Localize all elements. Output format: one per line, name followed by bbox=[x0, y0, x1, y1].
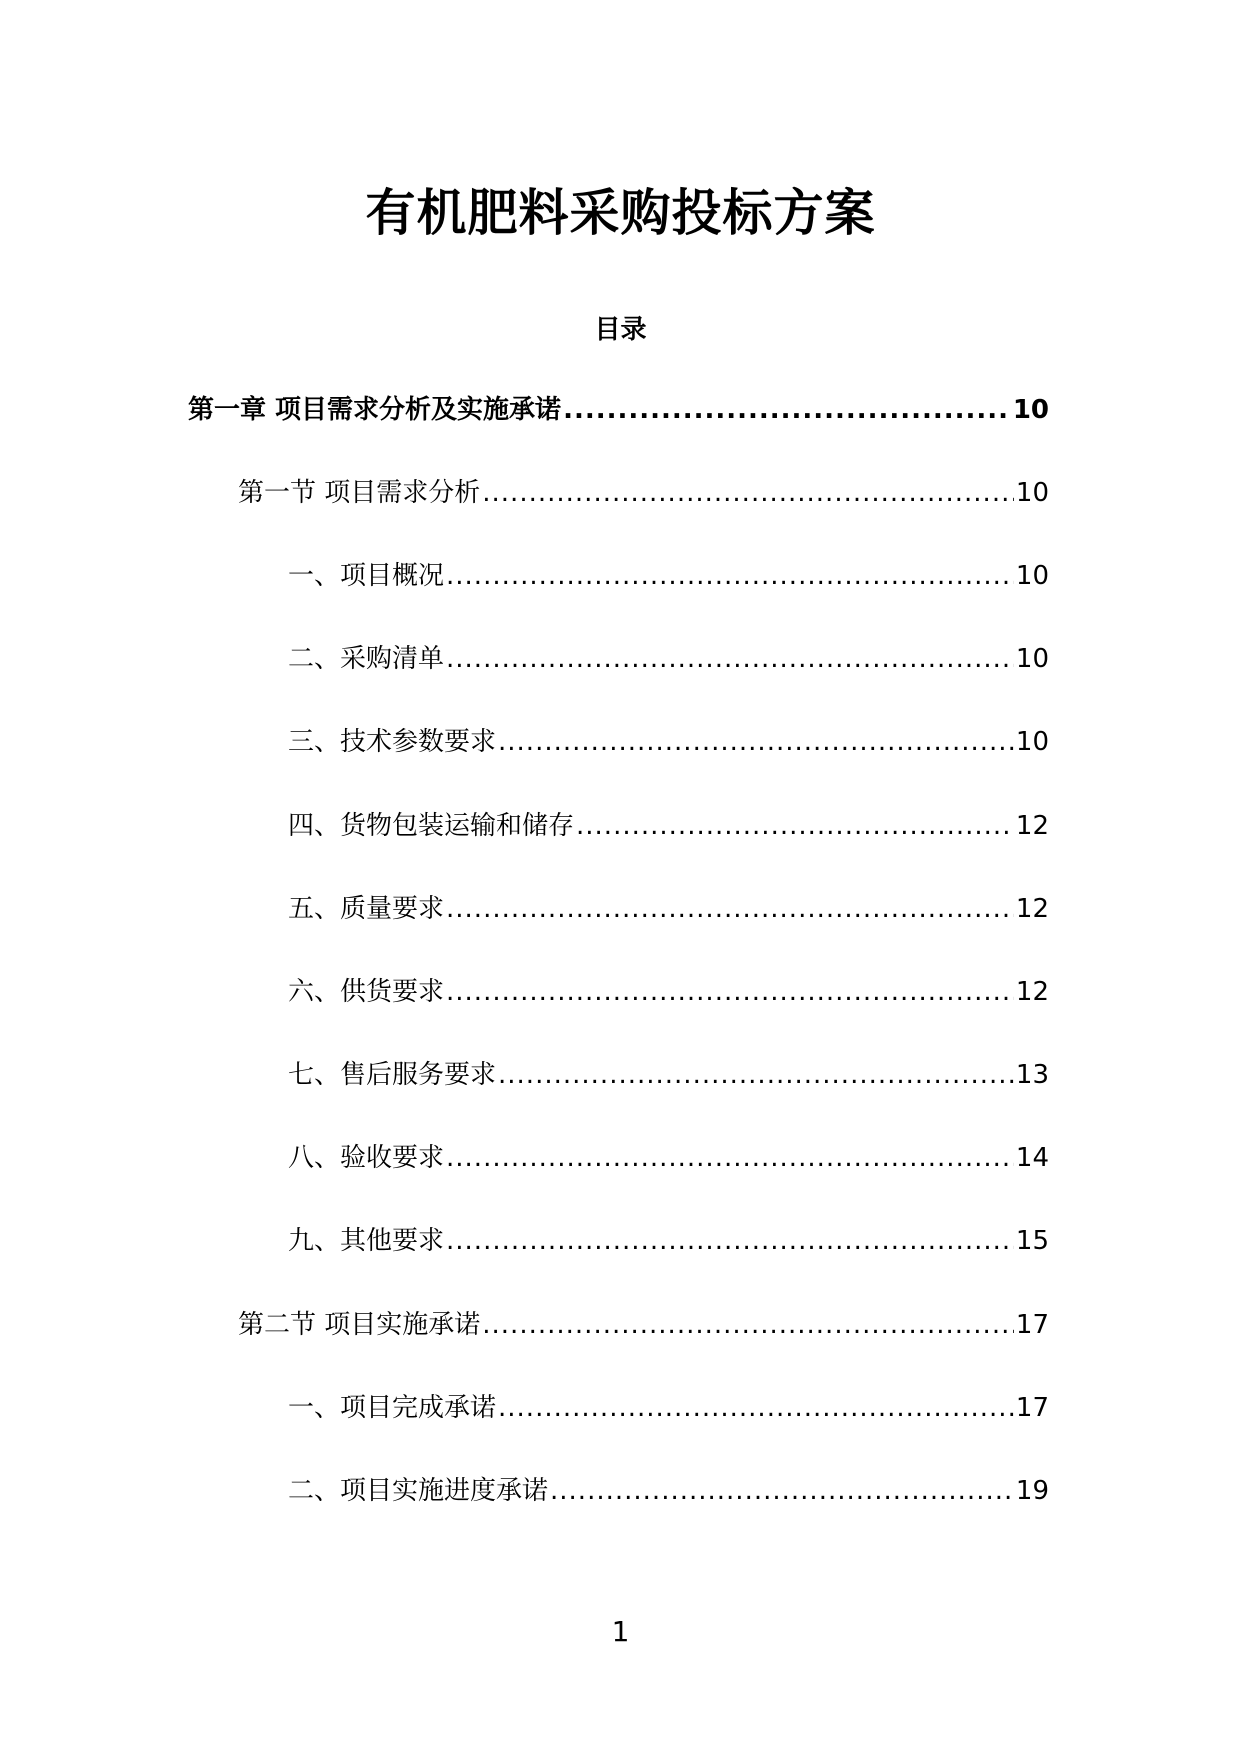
toc-leader-dots bbox=[482, 1307, 1014, 1343]
toc-entry[interactable] bbox=[288, 808, 1049, 844]
toc-leader-dots bbox=[446, 641, 1014, 677]
toc-leader-dots bbox=[446, 891, 1014, 927]
toc-entry-page: 14 bbox=[1015, 1143, 1049, 1173]
toc-entry[interactable] bbox=[188, 392, 1049, 428]
toc-entry-page: 17 bbox=[1015, 1310, 1049, 1340]
toc-entry-label: 六、供货要求 bbox=[288, 977, 445, 1007]
toc-entry-page: 12 bbox=[1015, 894, 1049, 924]
toc-entry[interactable] bbox=[238, 475, 1049, 511]
toc-entry-page: 10 bbox=[1015, 478, 1049, 508]
document-title: 有机肥料采购投标方案 bbox=[365, 184, 876, 242]
toc-leader-dots bbox=[482, 475, 1014, 511]
toc-leader-dots bbox=[446, 1223, 1014, 1259]
toc-entry-label: 七、售后服务要求 bbox=[288, 1060, 497, 1090]
toc-entry-page: 10 bbox=[1015, 644, 1049, 674]
toc-entry[interactable] bbox=[238, 1307, 1049, 1343]
toc-entry-page: 19 bbox=[1015, 1476, 1049, 1506]
toc-entry-label: 第一章 项目需求分析及实施承诺 bbox=[188, 395, 562, 425]
toc-leader-dots bbox=[498, 1057, 1014, 1093]
toc-entry-page: 10 bbox=[1015, 561, 1049, 591]
toc-leader-dots bbox=[498, 724, 1014, 760]
toc-entry[interactable] bbox=[288, 1473, 1049, 1509]
toc-entry[interactable] bbox=[288, 641, 1049, 677]
toc-entry-page: 15 bbox=[1015, 1226, 1049, 1256]
toc-entry-label: 二、采购清单 bbox=[288, 644, 445, 674]
toc-entry-label: 一、项目完成承诺 bbox=[288, 1393, 497, 1423]
toc-entry[interactable] bbox=[288, 1390, 1049, 1426]
toc-entry-page: 12 bbox=[1015, 811, 1049, 841]
toc-entry[interactable] bbox=[288, 724, 1049, 760]
toc-entry-label: 一、项目概况 bbox=[288, 561, 445, 591]
toc-entry[interactable] bbox=[288, 558, 1049, 594]
toc-leader-dots bbox=[550, 1473, 1014, 1509]
toc-entry-page: 10 bbox=[1012, 395, 1049, 425]
toc-heading: 目录 bbox=[594, 315, 647, 345]
toc-leader-dots bbox=[446, 974, 1014, 1010]
toc-entry-label: 二、项目实施进度承诺 bbox=[288, 1476, 549, 1506]
toc-leader-dots bbox=[446, 558, 1014, 594]
toc-entry-label: 五、质量要求 bbox=[288, 894, 445, 924]
toc-leader-dots bbox=[563, 392, 1011, 428]
toc-entry-label: 八、验收要求 bbox=[288, 1143, 445, 1173]
toc-leader-dots bbox=[498, 1390, 1014, 1426]
toc-leader-dots bbox=[446, 1140, 1014, 1176]
page-number: 1 bbox=[611, 1615, 630, 1648]
toc-entry-page: 12 bbox=[1015, 977, 1049, 1007]
toc-entry-label: 九、其他要求 bbox=[288, 1226, 445, 1256]
toc-entry-label: 第二节 项目实施承诺 bbox=[238, 1310, 481, 1340]
toc-entry-page: 13 bbox=[1015, 1060, 1049, 1090]
toc-entry[interactable] bbox=[288, 1140, 1049, 1176]
toc-entry-label: 四、货物包装运输和储存 bbox=[288, 811, 575, 841]
toc-entry-page: 10 bbox=[1015, 727, 1049, 757]
toc-entry-label: 三、技术参数要求 bbox=[288, 727, 497, 757]
toc-entry-page: 17 bbox=[1015, 1393, 1049, 1423]
toc-entry[interactable] bbox=[288, 1223, 1049, 1259]
toc-entry[interactable] bbox=[288, 974, 1049, 1010]
toc-leader-dots bbox=[576, 808, 1014, 844]
toc-entry[interactable] bbox=[288, 891, 1049, 927]
toc-entry[interactable] bbox=[288, 1057, 1049, 1093]
toc-entry-label: 第一节 项目需求分析 bbox=[238, 478, 481, 508]
